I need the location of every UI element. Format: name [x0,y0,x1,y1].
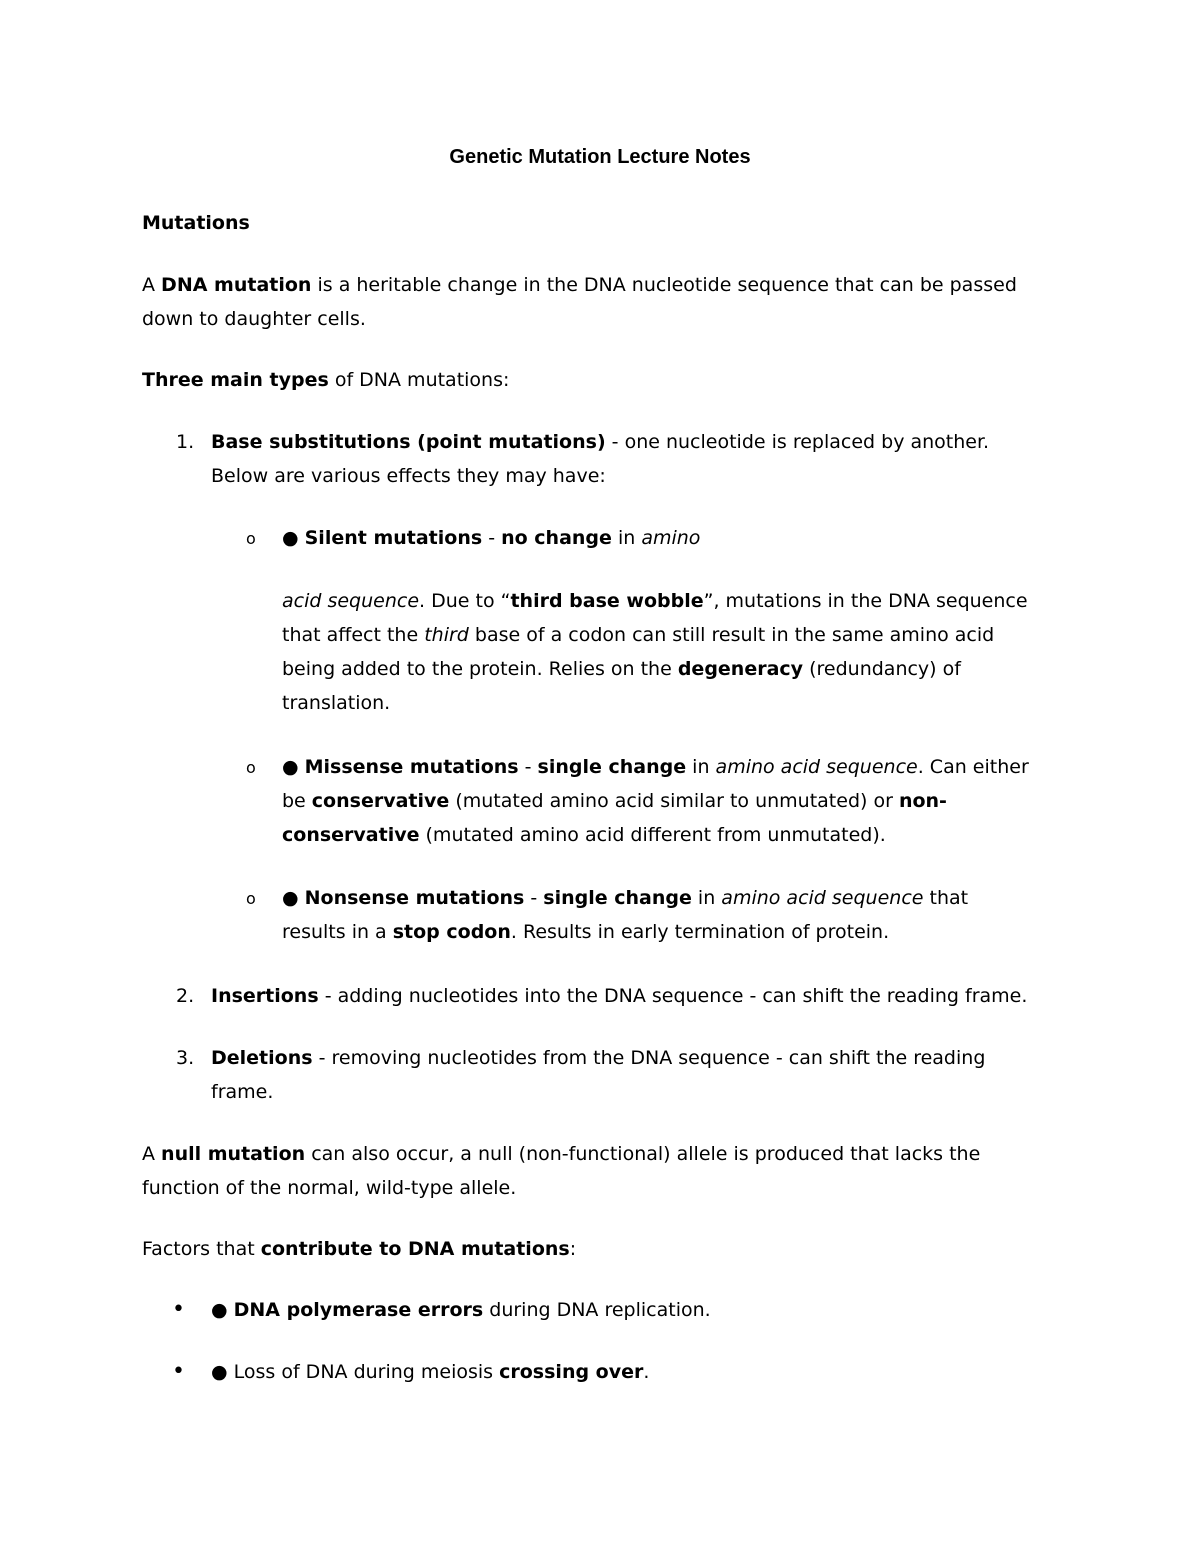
text: - removing nucleotides from the DNA sequence - can shift the reading [312,1047,986,1069]
term-contribute: contribute to DNA mutations [260,1238,570,1260]
term-conservative: conservative [311,790,450,812]
paragraph-null-mutation [142,1137,1102,1205]
sub-bullet-marker: o [246,758,256,777]
paragraph-line [282,881,1102,915]
term-conservative-2: conservative [282,824,420,846]
paragraph-dna-mutation [142,268,1102,336]
text: being added to the protein. Relies on the [282,658,678,680]
text: . Due to “ [419,590,511,612]
paragraph-line [282,915,1102,949]
term-single-change: single change [543,887,692,909]
italic-acid-sequence: acid sequence [282,590,420,612]
paragraph-line [282,652,1102,686]
text: in [691,887,722,909]
text: . [643,1361,650,1383]
list-item-body [211,425,1111,493]
factor-body [211,1293,1111,1327]
term-third-base-wobble: third base wobble [510,590,704,612]
paragraph-line [282,784,1102,818]
text: . Results in early termination of protein. [510,921,890,943]
paragraph-factors [142,1232,576,1266]
paragraph-three-types [142,363,509,397]
term-silent-mutations: Silent mutations [304,527,483,549]
bullet-glyph: ● [211,1299,234,1321]
text: (redundancy) of [803,658,961,680]
text: - one nucleotide is replaced by another. [605,431,990,453]
sub-item-body [282,750,1102,852]
list-number: 2. [176,985,195,1007]
text: is a heritable change in the DNA nucleotide sequence that can be passed [311,274,1017,296]
text: results in a [282,921,393,943]
text: ● Loss of DNA during meiosis [211,1361,500,1383]
sub-bullet-marker: o [246,529,256,548]
term-no-change: no change [501,527,612,549]
italic-amino-acid-sequence: amino acid sequence [721,887,924,909]
text: that [923,887,969,909]
bullet-glyph: ● [282,527,305,549]
italic-amino-acid-sequence: amino acid sequence [715,756,918,778]
text: A [142,1143,162,1165]
text: - adding nucleotides into the DNA sequence - can shift the reading frame. [318,985,1028,1007]
factor-body [211,1355,1111,1389]
term-crossing-over: crossing over [499,1361,644,1383]
term-nonsense-mutations: Nonsense mutations [304,887,525,909]
term-deletions: Deletions [211,1047,313,1069]
text: can also occur, a null (non-functional) allele is produced that lacks the [305,1143,981,1165]
term-stop-codon: stop codon [392,921,511,943]
sub-bullet-marker: o [246,889,256,908]
term-three-main-types: Three main types [142,369,329,391]
paragraph-line [282,750,1102,784]
bullet-marker: • [172,1297,185,1322]
term-dna-mutation: DNA mutation [161,274,312,296]
paragraph-line [282,584,1102,618]
term-non: non- [898,790,947,812]
text: - [524,887,544,909]
bullet-glyph: ● [282,887,305,909]
text: . Can either [917,756,1029,778]
paragraph-line [282,618,1102,652]
bullet-glyph: ● [282,756,305,778]
text: A [142,274,162,296]
text: be [282,790,312,812]
text: in [611,527,642,549]
list-number: 3. [176,1047,195,1069]
paragraph-line [142,1137,1102,1171]
term-null-mutation: null mutation [161,1143,306,1165]
heading-text: Mutations [142,212,250,234]
paragraph-line [282,818,1102,852]
italic-third: third [424,624,469,646]
text: that affect the [282,624,425,646]
text: - [518,756,538,778]
sub-item-body [282,521,1102,555]
sub-item-continuation [282,584,1102,720]
term-single-change: single change [537,756,687,778]
term-missense-mutations: Missense mutations [304,756,519,778]
term-degeneracy: degeneracy [677,658,804,680]
text: during DNA replication. [483,1299,711,1321]
document-title: Genetic Mutation Lecture Notes [449,146,751,168]
paragraph-line: Below are various effects they may have: [211,465,606,487]
text: base of a codon can still result in the same amino acid [468,624,995,646]
paragraph-line: down to daughter cells. [142,308,366,330]
paragraph-line: function of the normal, wild-type allele. [142,1177,517,1199]
text: (mutated amino acid different from unmutated). [419,824,886,846]
text: of DNA mutations: [328,369,510,391]
text: Factors that [142,1238,261,1260]
sub-item-body [282,881,1102,949]
text: : [569,1238,577,1260]
term-dna-polymerase-errors: DNA polymerase errors [233,1299,484,1321]
text: in [686,756,716,778]
paragraph-line [282,521,1102,555]
list-item-body [211,979,1111,1013]
list-item-body [211,1041,1111,1109]
list-number: 1. [176,431,195,453]
paragraph-line: frame. [211,1081,274,1103]
paragraph-line [211,979,1111,1013]
text: ”, mutations in the DNA sequence [703,590,1028,612]
text: - [482,527,502,549]
paragraph-line [211,1041,1111,1075]
bullet-marker: • [172,1359,185,1384]
paragraph-line [142,268,1102,302]
section-heading [142,206,250,240]
text: (mutated amino acid similar to unmutated) or [449,790,899,812]
paragraph-line [211,425,1111,459]
term-base-substitutions: Base substitutions (point mutations) [211,431,606,453]
italic-amino: amino [641,527,701,549]
term-insertions: Insertions [211,985,319,1007]
paragraph-line: translation. [282,692,391,714]
